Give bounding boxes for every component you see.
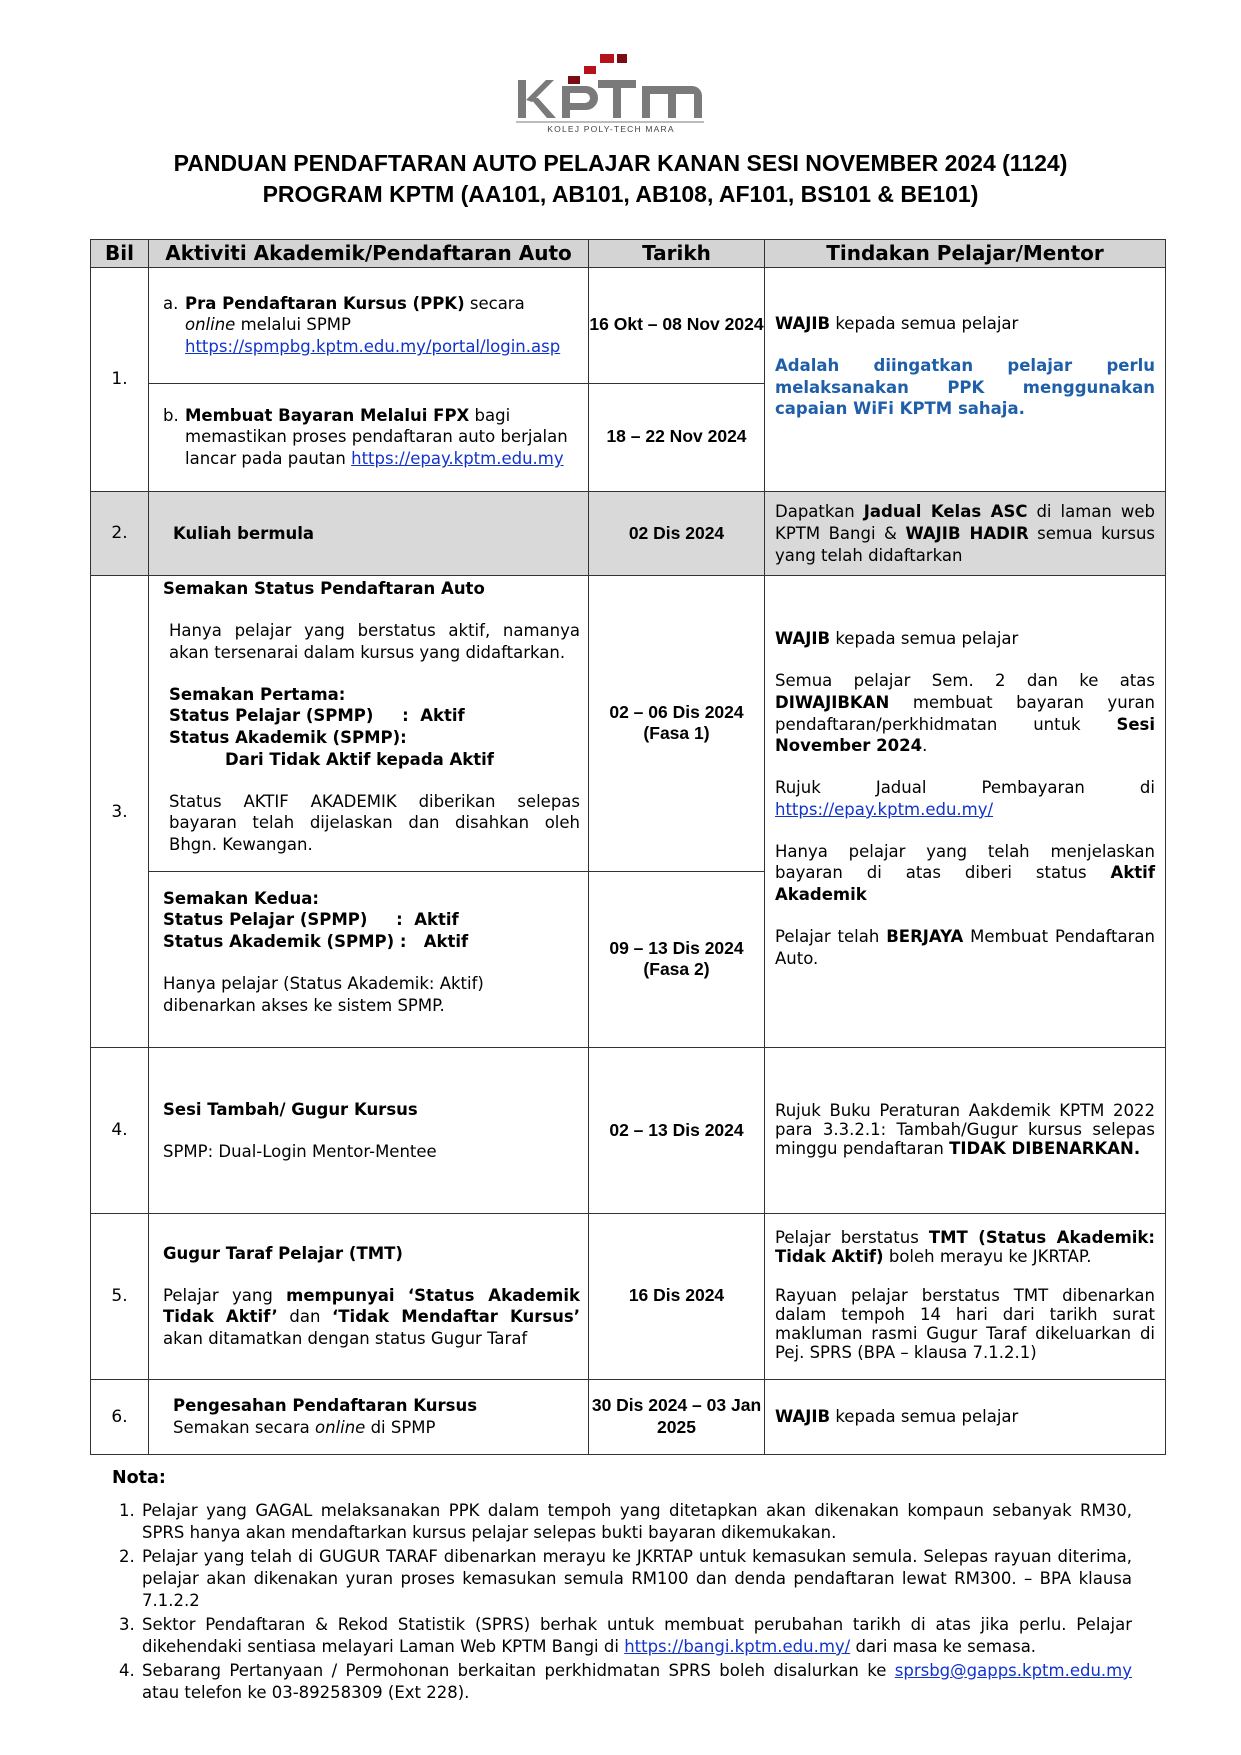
sprs-email-link[interactable]: sprsbg@gapps.kptm.edu.my	[894, 1660, 1133, 1680]
activity-cell	[149, 871, 589, 1048]
action-bold: Jadual Kelas ASC	[863, 502, 1028, 522]
date-cell: 09 – 13 Dis 2024 (Fasa 2)	[589, 871, 765, 1048]
action-text: Pelajar berstatus	[775, 1228, 919, 1248]
header-action: Tindakan Pelajar/Mentor	[765, 240, 1166, 268]
table-row	[91, 268, 1166, 383]
header-bil: Bil	[91, 240, 149, 268]
table-row	[91, 1379, 1166, 1454]
note-item: 2. Pelajar yang telah di GUGUR TARAF dibenarkan merayu ke JKRTAP untuk kemasukan semula. Selepas rayuan diterima, pelajar akan dikenakan yuran proses kemasukan semula RM100 dan denda pendaftaran lewat RM300. – BPA klausa 7.1.2.2	[140, 1546, 1132, 1612]
activity-text: di SPMP	[370, 1417, 436, 1437]
activity-cell	[149, 1048, 589, 1214]
status-line: Dari Tidak Aktif kepada Aktif	[225, 749, 494, 769]
payment-schedule-link[interactable]: https://epay.kptm.edu.my/	[775, 799, 994, 819]
spmp-portal-link[interactable]: https://spmpbg.kptm.edu.my/portal/login.asp	[185, 337, 561, 357]
row-number: 6.	[91, 1379, 149, 1454]
action-cell	[765, 1379, 1166, 1454]
note-text: atau telefon ke 03-89258309 (Ext 228).	[142, 1682, 470, 1702]
activity-cell	[149, 268, 589, 383]
activity-title: Sesi Tambah/ Gugur Kursus	[163, 1099, 418, 1119]
note-text: Sebarang Pertanyaan / Permohonan berkaitan perkhidmatan SPRS boleh disalurkan ke	[142, 1660, 887, 1680]
action-text: Hanya pelajar yang telah menjelaskan bayaran di atas diberi status	[775, 841, 1155, 883]
row-number: 4.	[91, 1048, 149, 1214]
action-text: di laman web KPTM Bangi &	[775, 502, 1155, 543]
action-text: Semua pelajar Sem. 2 dan ke atas	[775, 671, 1155, 691]
activity-cell	[149, 576, 589, 871]
note-text: Sektor Pendaftaran & Rekod Statistik (SPRS) berhak untuk membuat perubahan tarikh di atas jika perlu. Pelajar dikehendaki sentiasa melayari Laman Web KPTM Bangi di	[142, 1614, 1132, 1656]
kptm-bangi-website-link[interactable]: https://bangi.kptm.edu.my/	[624, 1636, 851, 1656]
note-text: dari masa ke semasa.	[855, 1636, 1037, 1656]
activity-bold: ‘Status Akademik Tidak Aktif’	[163, 1285, 581, 1327]
action-text: Rayuan pelajar berstatus TMT dibenarkan dalam tempoh 14 hari dari tarikh surat makluman rasmi Gugur Taraf dikeluarkan di Pej. SPRS (BPA – klausa 7.1.2.1)	[775, 1286, 1155, 1363]
action-cell: WAJIB kepada semua pelajar Semua pelajar Sem. 2 dan ke atas DIWAJIBKAN membuat bayaran yuran pendaftaran/perkhidmatan untuk Sesi November 2024. Rujuk Jadual Pembayaran di https://epay.kptm.edu.my/ Hanya pelajar yang telah menjelaskan bayaran di atas diberi status Aktif Akademik Pelajar telah BERJAYA Membuat Pendaftaran Auto.	[765, 576, 1166, 1048]
activity-text: Semakan secara	[173, 1417, 310, 1437]
action-text: Membuat Pendaftaran Auto.	[775, 927, 1155, 968]
activity-text: Pelajar yang	[163, 1285, 273, 1305]
action-bold: TIDAK DIBENARKAN.	[949, 1139, 1141, 1159]
row-number: 2.	[91, 492, 149, 576]
activity-text: secara	[469, 293, 525, 313]
date-cell: 02 – 13 Dis 2024	[589, 1048, 765, 1214]
action-bold: TMT (Status Akademik: Tidak Aktif)	[775, 1228, 1155, 1267]
registration-schedule-table	[90, 239, 1166, 1455]
row-number: 3.	[91, 576, 149, 1048]
action-text: Rujuk Jadual Pembayaran di	[775, 778, 1155, 798]
activity-cell	[149, 1213, 589, 1379]
logo-tagline: KOLEJ POLY-TECH MARA	[547, 124, 675, 134]
action-text: membuat bayaran yuran pendaftaran/perkhidmatan untuk	[775, 692, 1156, 734]
status-line: Status Pelajar (SPMP) : Aktif	[169, 706, 465, 726]
activity-text: bagi memastikan proses pendaftaran auto berjalan lancar pada pautan	[185, 405, 568, 469]
activity-italic: online	[314, 1417, 366, 1437]
activity-cell	[149, 492, 589, 576]
note-item	[140, 1614, 1132, 1658]
activity-cell	[149, 383, 589, 491]
table-row	[91, 576, 1166, 871]
table-header-row	[91, 240, 1166, 268]
activity-title: Membuat Bayaran Melalui FPX	[185, 405, 470, 425]
activity-italic: online	[185, 315, 236, 335]
action-text: kepada semua pelajar	[835, 1406, 1019, 1426]
notes-heading: Nota:	[112, 1468, 166, 1488]
item-prefix: b.	[163, 405, 179, 425]
activity-title: Pengesahan Pendaftaran Kursus	[173, 1396, 478, 1416]
table-row	[91, 1048, 1166, 1214]
activity-cell	[149, 1379, 589, 1454]
wajib-label: WAJIB	[775, 314, 831, 334]
table-row	[91, 492, 1166, 576]
item-prefix: a.	[163, 293, 179, 313]
status-line: Status Akademik (SPMP):	[169, 728, 407, 748]
action-bold: Aktif Akademik	[775, 863, 1156, 905]
activity-text: dan	[289, 1307, 321, 1327]
activity-bold: mempunyai	[286, 1285, 395, 1305]
wifi-reminder: Adalah diingatkan pelajar perlu melaksanakan PPK menggunakan capaian WiFi KPTM sahaja.	[775, 355, 1155, 419]
activity-text: Status AKTIF AKADEMIK diberikan selepas bayaran telah dijelaskan dan disahkan oleh Bhgn. Kewangan.	[169, 791, 580, 855]
action-text: kepada semua pelajar	[835, 629, 1019, 649]
date-cell: 30 Dis 2024 – 03 Jan 2025	[589, 1379, 765, 1454]
row-number: 5.	[91, 1213, 149, 1379]
action-bold: WAJIB HADIR	[905, 523, 1029, 543]
note-item: 1. Pelajar yang GAGAL melaksanakan PPK dalam tempoh yang ditetapkan akan dikenakan kompaun sebanyak RM30, SPRS hanya akan mendaftarkan kursus pelajar selepas bukti bayaran dikemukakan.	[140, 1500, 1132, 1544]
action-text: Pelajar telah	[775, 927, 880, 947]
action-text: semua kursus yang telah didaftarkan	[775, 523, 1156, 565]
action-cell	[765, 1213, 1166, 1379]
note-item	[140, 1660, 1132, 1704]
action-cell	[765, 492, 1166, 576]
activity-text: Hanya pelajar yang berstatus aktif, namanya akan tersenarai dalam kursus yang didaftarkan.	[169, 621, 580, 662]
header-activity: Aktiviti Akademik/Pendaftaran Auto	[149, 240, 589, 268]
check-title: Semakan Pertama:	[169, 684, 346, 704]
action-text: Rujuk Buku Peraturan Aakdemik KPTM 2022 para 3.3.2.1: Tambah/Gugur kursus selepas minggu pendaftaran	[775, 1101, 1155, 1159]
header-date: Tarikh	[589, 240, 765, 268]
check-title: Semakan Kedua:	[163, 888, 319, 908]
activity-text: Hanya pelajar (Status Akademik: Aktif) dibenarkan akses ke sistem SPMP.	[163, 973, 484, 1015]
activity-title: Gugur Taraf Pelajar (TMT)	[163, 1243, 403, 1263]
document-title-line1: PANDUAN PENDAFTARAN AUTO PELAJAR KANAN SESI NOVEMBER 2024 (1124)	[173, 150, 1068, 176]
date-cell: 02 Dis 2024	[589, 492, 765, 576]
status-line: Status Akademik (SPMP) : Aktif	[163, 932, 469, 952]
date-cell: 18 – 22 Nov 2024	[589, 383, 765, 491]
date-cell: 16 Dis 2024	[589, 1213, 765, 1379]
activity-title: Pra Pendaftaran Kursus (PPK)	[185, 293, 465, 313]
action-bold: BERJAYA	[886, 927, 964, 947]
document-title-line2: PROGRAM KPTM (AA101, AB101, AB108, AF101, BS101 & BE101)	[262, 181, 979, 207]
action-bold: Sesi November 2024	[775, 714, 1155, 756]
activity-title: Kuliah bermula	[173, 523, 315, 543]
activity-text: melalui SPMP	[240, 315, 351, 335]
activity-text: SPMP: Dual-Login Mentor-Mentee	[163, 1141, 437, 1161]
action-cell	[765, 268, 1166, 492]
table-row	[91, 1213, 1166, 1379]
action-bold: DIWAJIBKAN	[775, 692, 890, 712]
date-cell: 02 – 06 Dis 2024 (Fasa 1)	[589, 576, 765, 871]
kptm-logo	[516, 52, 706, 134]
wajib-label: WAJIB	[775, 1406, 831, 1426]
action-cell	[765, 1048, 1166, 1214]
action-text: Dapatkan	[775, 502, 855, 522]
date-cell: 16 Okt – 08 Nov 2024	[589, 268, 765, 383]
row-number: 1.	[91, 268, 149, 492]
wajib-label: WAJIB	[775, 629, 831, 649]
action-text: kepada semua pelajar	[835, 314, 1019, 334]
notes-section	[112, 1467, 1132, 1706]
activity-bold: ‘Tidak Mendaftar Kursus’	[332, 1307, 580, 1327]
action-text: boleh merayu ke JKRTAP.	[888, 1247, 1092, 1267]
activity-title: Semakan Status Pendaftaran Auto	[163, 579, 485, 599]
status-line: Status Pelajar (SPMP) : Aktif	[163, 910, 459, 930]
epay-link[interactable]: https://epay.kptm.edu.my	[351, 449, 564, 469]
activity-text: akan ditamatkan dengan status Gugur Taraf	[163, 1329, 528, 1349]
